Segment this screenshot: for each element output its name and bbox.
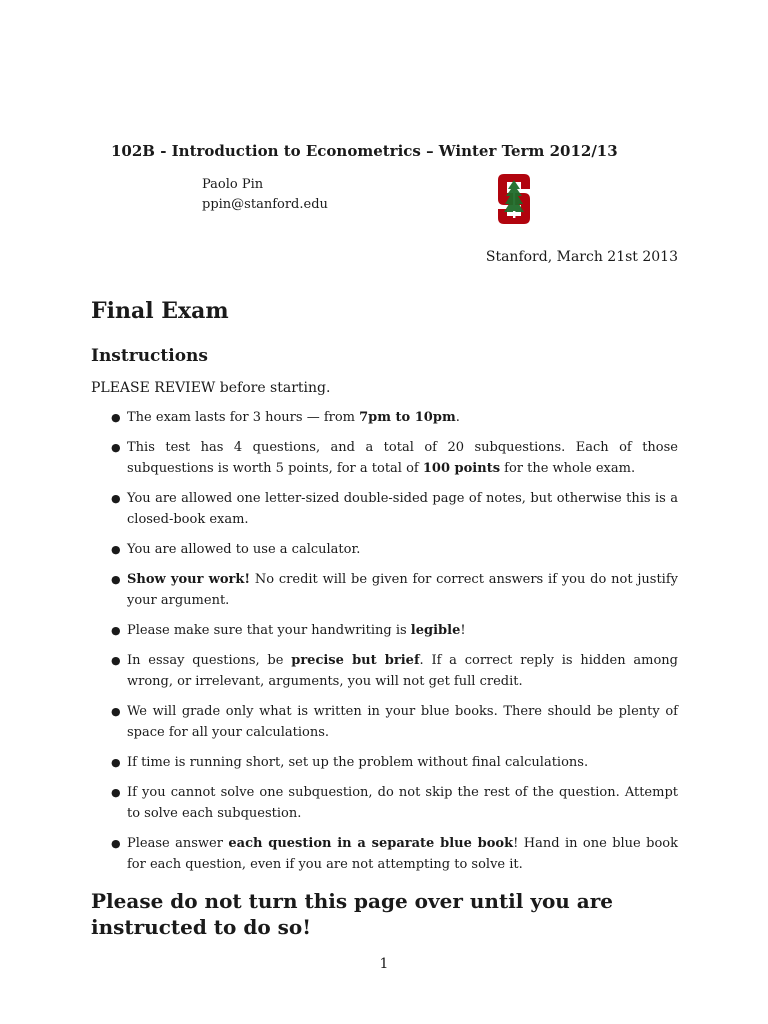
place-date: Stanford, March 21st 2013 (485, 249, 678, 265)
instruction-text-pre: Please answer (127, 836, 229, 851)
instruction-text-pre: If time is running short, set up the problem without final calculations. (127, 755, 589, 770)
instruction-text-post: for the whole exam. (500, 461, 636, 476)
instruction-text-bold: legible (410, 623, 461, 638)
bullet-icon: ● (111, 756, 121, 769)
instruction-text-pre: You are allowed to use a calculator. (127, 542, 361, 557)
bullet-icon: ● (111, 786, 121, 799)
instruction-text-bold: 100 points (422, 461, 501, 476)
bullet-icon: ● (111, 654, 121, 667)
author-block (202, 175, 328, 215)
instruction-text-bold: Show your work! (127, 572, 251, 587)
instruction-text-pre: Please make sure that your handwriting is (127, 623, 411, 638)
instruction-item (91, 752, 678, 773)
instruction-text-bold: 7pm to 10pm (359, 410, 456, 425)
bullet-icon: ● (111, 837, 121, 850)
intro-text: PLEASE REVIEW before starting. (91, 380, 331, 396)
instruction-text-post: No credit will be given for correct answers if you do not justify your argument. (127, 572, 678, 608)
warning-text: Please do not turn this page over until you are instructed to do so! (91, 889, 614, 939)
bullet-icon: ● (111, 624, 121, 637)
instruction-item (91, 569, 678, 611)
instruction-text-post: . (455, 410, 460, 425)
bullet-icon: ● (111, 492, 121, 505)
bullet-icon: ● (111, 705, 121, 718)
bullet-icon: ● (111, 441, 121, 454)
instruction-text-post: . If a correct reply is hidden among wrong, or irrelevant, arguments, you will not get full credit. (127, 653, 678, 689)
instruction-text-pre: If you cannot solve one subquestion, do not skip the rest of the question. Attempt to solve each subquestion. (127, 785, 678, 821)
instruction-text-pre: You are allowed one letter-sized double-sided page of notes, but otherwise this is a closed-book exam. (127, 491, 678, 527)
instruction-text-post: ! Hand in one blue book for each question, even if you are not attempting to solve it. (127, 836, 679, 872)
author-name: Paolo Pin (202, 177, 264, 192)
instruction-text-post: ! (460, 623, 466, 638)
instruction-text-pre: We will grade only what is written in your blue books. There should be plenty of space for all your calculations. (127, 704, 678, 740)
instruction-item (91, 407, 678, 428)
section-heading: Instructions (91, 346, 208, 366)
instruction-text-bold: each question in a separate blue book (228, 836, 514, 851)
document-title: Final Exam (91, 298, 229, 324)
bullet-icon: ● (111, 411, 121, 424)
instruction-item (91, 650, 678, 692)
instruction-item (91, 701, 678, 743)
bullet-icon: ● (111, 573, 121, 586)
bullet-icon: ● (111, 543, 121, 556)
instruction-text-bold: precise but brief (291, 653, 420, 668)
stanford-logo-icon (497, 173, 531, 225)
instruction-list (91, 407, 678, 884)
author-email: ppin@stanford.edu (202, 197, 328, 212)
course-title: 102B - Introduction to Econometrics – Winter Term 2012/13 (111, 142, 618, 160)
page-number: 1 (379, 956, 389, 972)
instruction-item (91, 782, 678, 824)
instruction-text-pre: In essay questions, be (127, 653, 292, 668)
instruction-item (91, 437, 678, 479)
instruction-text-pre: This test has 4 questions, and a total of 20 subquestions. Each of those subquestions is worth 5 points, for a total of (127, 440, 678, 476)
instruction-item (91, 833, 678, 875)
instruction-item (91, 620, 678, 641)
instruction-item (91, 539, 678, 560)
instruction-text-pre: The exam lasts for 3 hours — from (127, 410, 360, 425)
instruction-item (91, 488, 678, 530)
